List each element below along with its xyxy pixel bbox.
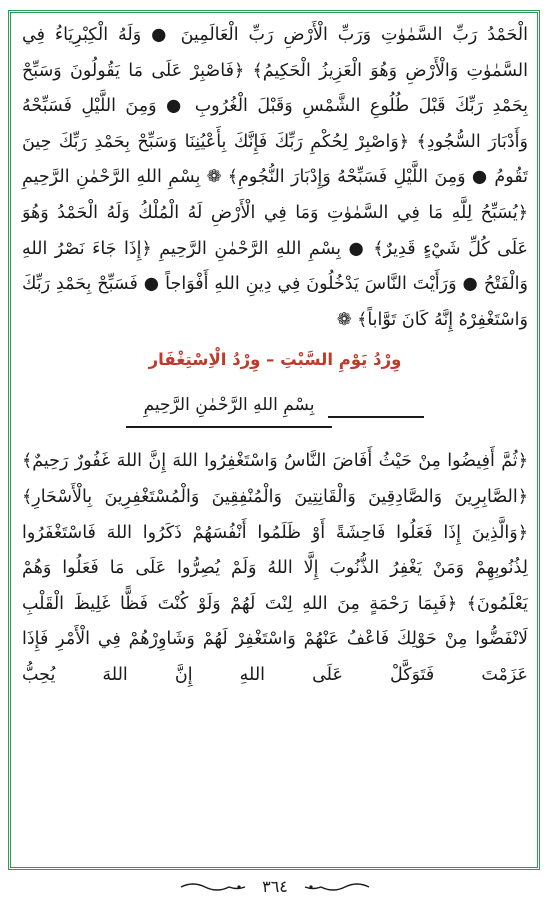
prayer-text-bottom: ﴿ثُمَّ أَفِيضُوا مِنْ حَيْثُ أَفَاضَ النَّاسُ وَاسْتَغْفِرُوا اللهَ إِنَّ اللهَ غَفُورٌ رَحِيمٌ﴾ ﴿الصَّابِرِينَ وَالصَّادِقِينَ وَالْقَانِتِينَ وَالْمُنْفِقِينَ وَالْمُسْتَغْفِرِينَ بِالْأَسْحَارِ﴾ ﴿وَالَّذِينَ إِذَا فَعَلُوا فَاحِشَةً أَوْ ظَلَمُوا أَنْفُسَهُمْ ذَكَرُوا اللهَ فَاسْتَغْفَرُوا لِذُنُوبِهِمْ وَمَنْ يَغْفِرُ الذُّنُوبَ إِلَّا اللهُ وَلَمْ يُصِرُّوا عَلَى مَا فَعَلُوا وَهُمْ يَعْلَمُونَ﴾ ﴿فَبِمَا رَحْمَةٍ مِنَ اللهِ لِنْتَ لَهُمْ وَلَوْ كُنْتَ فَظًّا غَلِيظَ الْقَلْبِ لَانْفَضُّوا مِنْ حَوْلِكَ فَاعْفُ عَنْهُمْ وَاسْتَغْفِرْ لَهُمْ وَشَاوِرْهُمْ فِي الْأَمْرِ فَإِذَا عَزَمْتَ فَتَوَكَّلْ عَلَى اللهِ إِنَّ اللهَ يُحِبُّ: [22, 451, 528, 685]
basmala-text: بِسْمِ اللهِ الرَّحْمٰنِ الرَّحِيمِ: [126, 388, 333, 428]
prayer-text-top: الْحَمْدُ رَبِّ السَّمٰوٰتِ وَرَبِّ الْأَرْضِ رَبِّ الْعَالَمِينَ ● وَلَهُ الْكِبْرِيَاءُ فِي السَّمٰوٰتِ وَالْأَرْضِ وَهُوَ الْعَزِيزُ الْحَكِيمُ﴾ ﴿فَاصْبِرْ عَلَى مَا يَقُولُونَ وَسَبِّحْ بِحَمْدِ رَبِّكَ قَبْلَ طُلُوعِ الشَّمْسِ وَقَبْلَ الْغُرُوبِ ● وَمِنَ اللَّيْلِ فَسَبِّحْهُ وَأَدْبَارَ السُّجُودِ﴾ ﴿وَاصْبِرْ لِحُكْمِ رَبِّكَ فَإِنَّكَ بِأَعْيُنِنَا وَسَبِّحْ بِحَمْدِ رَبِّكَ حِينَ تَقُومُ ● وَمِنَ اللَّيْلِ فَسَبِّحْهُ وَإِدْبَارَ النُّجُومِ﴾ ❁ بِسْمِ اللهِ الرَّحْمٰنِ الرَّحِيمِ ﴿يُسَبِّحُ لِلَّهِ مَا فِي السَّمٰوٰتِ وَمَا فِي الْأَرْضِ لَهُ الْمُلْكُ وَلَهُ الْحَمْدُ وَهُوَ عَلَى كُلِّ شَيْءٍ قَدِيرٌ﴾ ● بِسْمِ اللهِ الرَّحْمٰنِ الرَّحِيمِ ﴿إِذَا جَاءَ نَصْرُ اللهِ وَالْفَتْحُ ● وَرَأَيْتَ النَّاسَ يَدْخُلُونَ فِي دِينِ اللهِ أَفْوَاجاً ● فَسَبِّحْ بِحَمْدِ رَبِّكَ وَاسْتَغْفِرْهُ إِنَّهُ كَانَ تَوَّاباً﴾ ❁: [22, 25, 528, 330]
page-number: ٣٦٤: [262, 877, 288, 896]
basmala-flourish: [328, 416, 424, 418]
page-footer: [0, 876, 550, 898]
left-ornament-icon: [179, 881, 247, 893]
right-ornament-icon: [303, 881, 371, 893]
basmala-calligraphy: [22, 388, 528, 422]
page-content: [22, 18, 528, 864]
section-heading: وِرْدُ يَوْمِ السَّبْتِ – وِرْدُ الْاِسْتِغْفَار: [148, 350, 402, 370]
